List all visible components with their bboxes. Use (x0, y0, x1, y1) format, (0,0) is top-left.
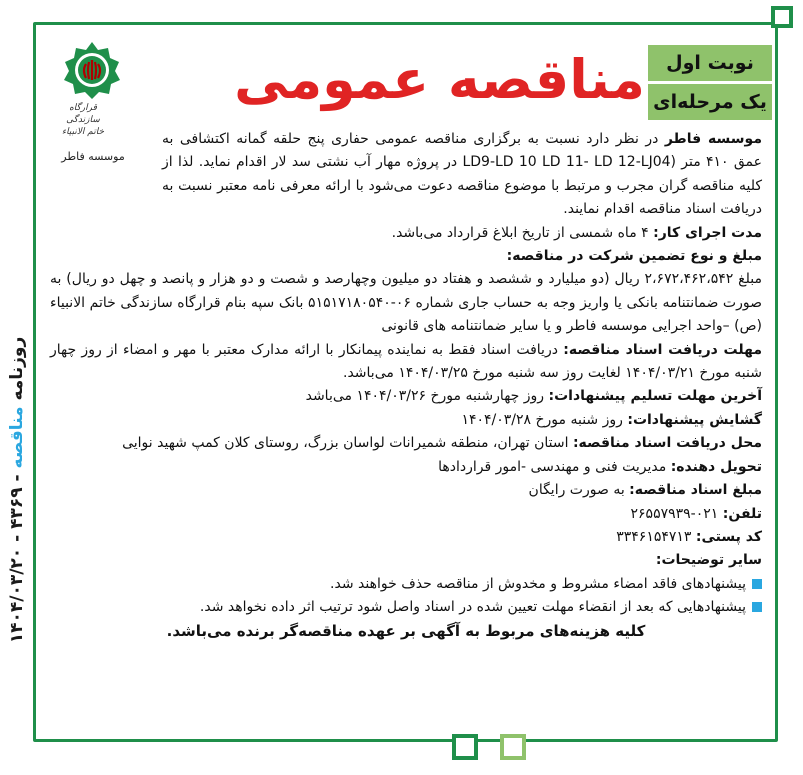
postal-value: ۳۳۴۶۱۵۴۷۱۳ (616, 528, 696, 545)
ad-body (50, 128, 762, 643)
location-label: محل دریافت اسناد مناقصه: (572, 435, 762, 452)
sidebar-issue: - ۴۳۶۹ - ۱۴۰۴/۰۳/۲۰ (7, 474, 27, 644)
submit-deadline-line (50, 385, 762, 408)
duration-label: مدت اجرای کار: (653, 224, 762, 241)
note-text: پیشنهادهای فاقد امضاء مشروط و مخدوش از مناقصه حذف خواهند شد. (330, 575, 746, 592)
deliverer-line (50, 456, 762, 479)
opening-label: گشایش پیشنهادات: (627, 411, 762, 428)
phone-line (50, 503, 762, 526)
duration-value: ۴ ماه شمسی از تاریخ ابلاغ قرارداد می‌باشد. (391, 224, 654, 241)
location-value: استان تهران، منطقه شمیرانات لواسان بزرگ، روستای کلان کمپ شهید نوایی (122, 435, 573, 452)
intro-org: موسسه فاطر (664, 131, 762, 147)
duration-line (50, 222, 762, 245)
newspaper-sidebar (2, 330, 32, 650)
phone-label: تلفن: (722, 505, 762, 522)
sidebar-text (2, 330, 32, 650)
iran-emblem-icon (62, 40, 122, 100)
doc-price-line (50, 479, 762, 502)
guarantee-text: مبلغ ۲،۶۷۲،۴۶۲،۵۴۲ ریال (دو میلیارد و ششصد و هفتاد دو میلیون وچهارصد و شصت و دو هزار و پانصد و چهل دو ریال) به صورت ضمانتنامه بانکی یا واریز وجه به حساب جاری شماره ۰۶-۵۱۵۱۷۱۸۰۵۴۰ بانک سپه بنام قرارگاه سازندگی خاتم الانبیاء (ص) –واحد اجرایی موسسه فاطر و یا سایر ضمانتنامه های قانونی (50, 271, 762, 335)
bullet-square-icon (752, 602, 762, 612)
final-note: کلیه هزینه‌های مربوط به آگهی بر عهده مناقصه‌گر برنده می‌باشد. (166, 621, 646, 640)
other-label: سایر توضیحات: (655, 552, 762, 569)
doc-price-label: مبلغ اسناد مناقصه: (629, 482, 762, 499)
corner-square-top (771, 6, 793, 28)
corner-square-bottom-2 (500, 734, 526, 760)
logo-script-text: قرارگاه سازندگی خاتم الانبیاء (61, 103, 105, 137)
deliverer-value: مدیریت فنی و مهندسی -امور قراردادها (438, 458, 671, 475)
guarantee-label: مبلغ و نوع تضمین شرکت در مناقصه: (506, 248, 762, 265)
submit-deadline-label: آخرین مهلت تسلیم پیشنهادات: (548, 388, 762, 405)
postal-line (50, 526, 762, 549)
location-line (50, 432, 762, 455)
postal-label: کد پستی: (695, 528, 762, 545)
doc-price-value: به صورت رایگان (528, 482, 630, 499)
phone-value: ۰۲۱-۲۶۵۵۷۹۳۹ (630, 505, 723, 522)
sidebar-label: روزنامه (7, 336, 27, 401)
stage-badge: یک مرحله‌ای (648, 84, 772, 120)
note-text: پیشنهادهایی که بعد از انقضاء مهلت تعیین شده در اسناد واصل شود ترتیب اثر داده نخواهد شد. (199, 599, 746, 616)
logo-subtitle: موسسه فاطر (61, 150, 125, 163)
receive-deadline-line (50, 339, 762, 386)
page-title: مناقصه عمومی (234, 48, 645, 111)
sidebar-brand: مناقصه (7, 406, 27, 469)
submit-deadline-value: روز چهارشنبه مورخ ۱۴۰۴/۰۳/۲۶ می‌باشد (305, 388, 549, 405)
deliverer-label: تحویل دهنده: (670, 458, 762, 475)
intro-paragraph (50, 128, 762, 222)
opening-value: روز شنبه مورخ ۱۴۰۴/۰۳/۲۸ (461, 411, 628, 428)
note-item (50, 573, 762, 596)
intro-text: در نظر دارد نسبت به برگزاری مناقصه عمومی حفاری پنج حلقه گمانه اکتشافی به عمق ۴۱۰ متر (LD9-LD 10 LD 11- LD 12-LJ04 در پروژه مهار آب نشتی سد لار اقدام نماید. لذا از کلیه مناقصه گران مجرب و مرتبط با موضوع مناقصه دعوت می‌شود با ارائه معرفی نامه معتبر نسبت به دریافت اسناد مناقصه اقدام نمایند. (162, 131, 762, 218)
receive-deadline-label: مهلت دریافت اسناد مناقصه: (563, 341, 762, 358)
receive-deadline-text: دریافت اسناد فقط به نماینده پیمانکار با ارائه مدارک معتبر با مهر و امضاء از روز چهار شنبه مورخ ۱۴۰۴/۰۳/۲۱ لغایت روز سه شنبه مورخ ۱۴۰۴/۰۳/۲۵ می‌باشد. (50, 341, 762, 382)
note-item (50, 596, 762, 619)
bullet-square-icon (752, 579, 762, 589)
round-badge: نوبت اول (648, 45, 772, 81)
opening-line (50, 409, 762, 432)
corner-square-bottom-1 (452, 734, 478, 760)
